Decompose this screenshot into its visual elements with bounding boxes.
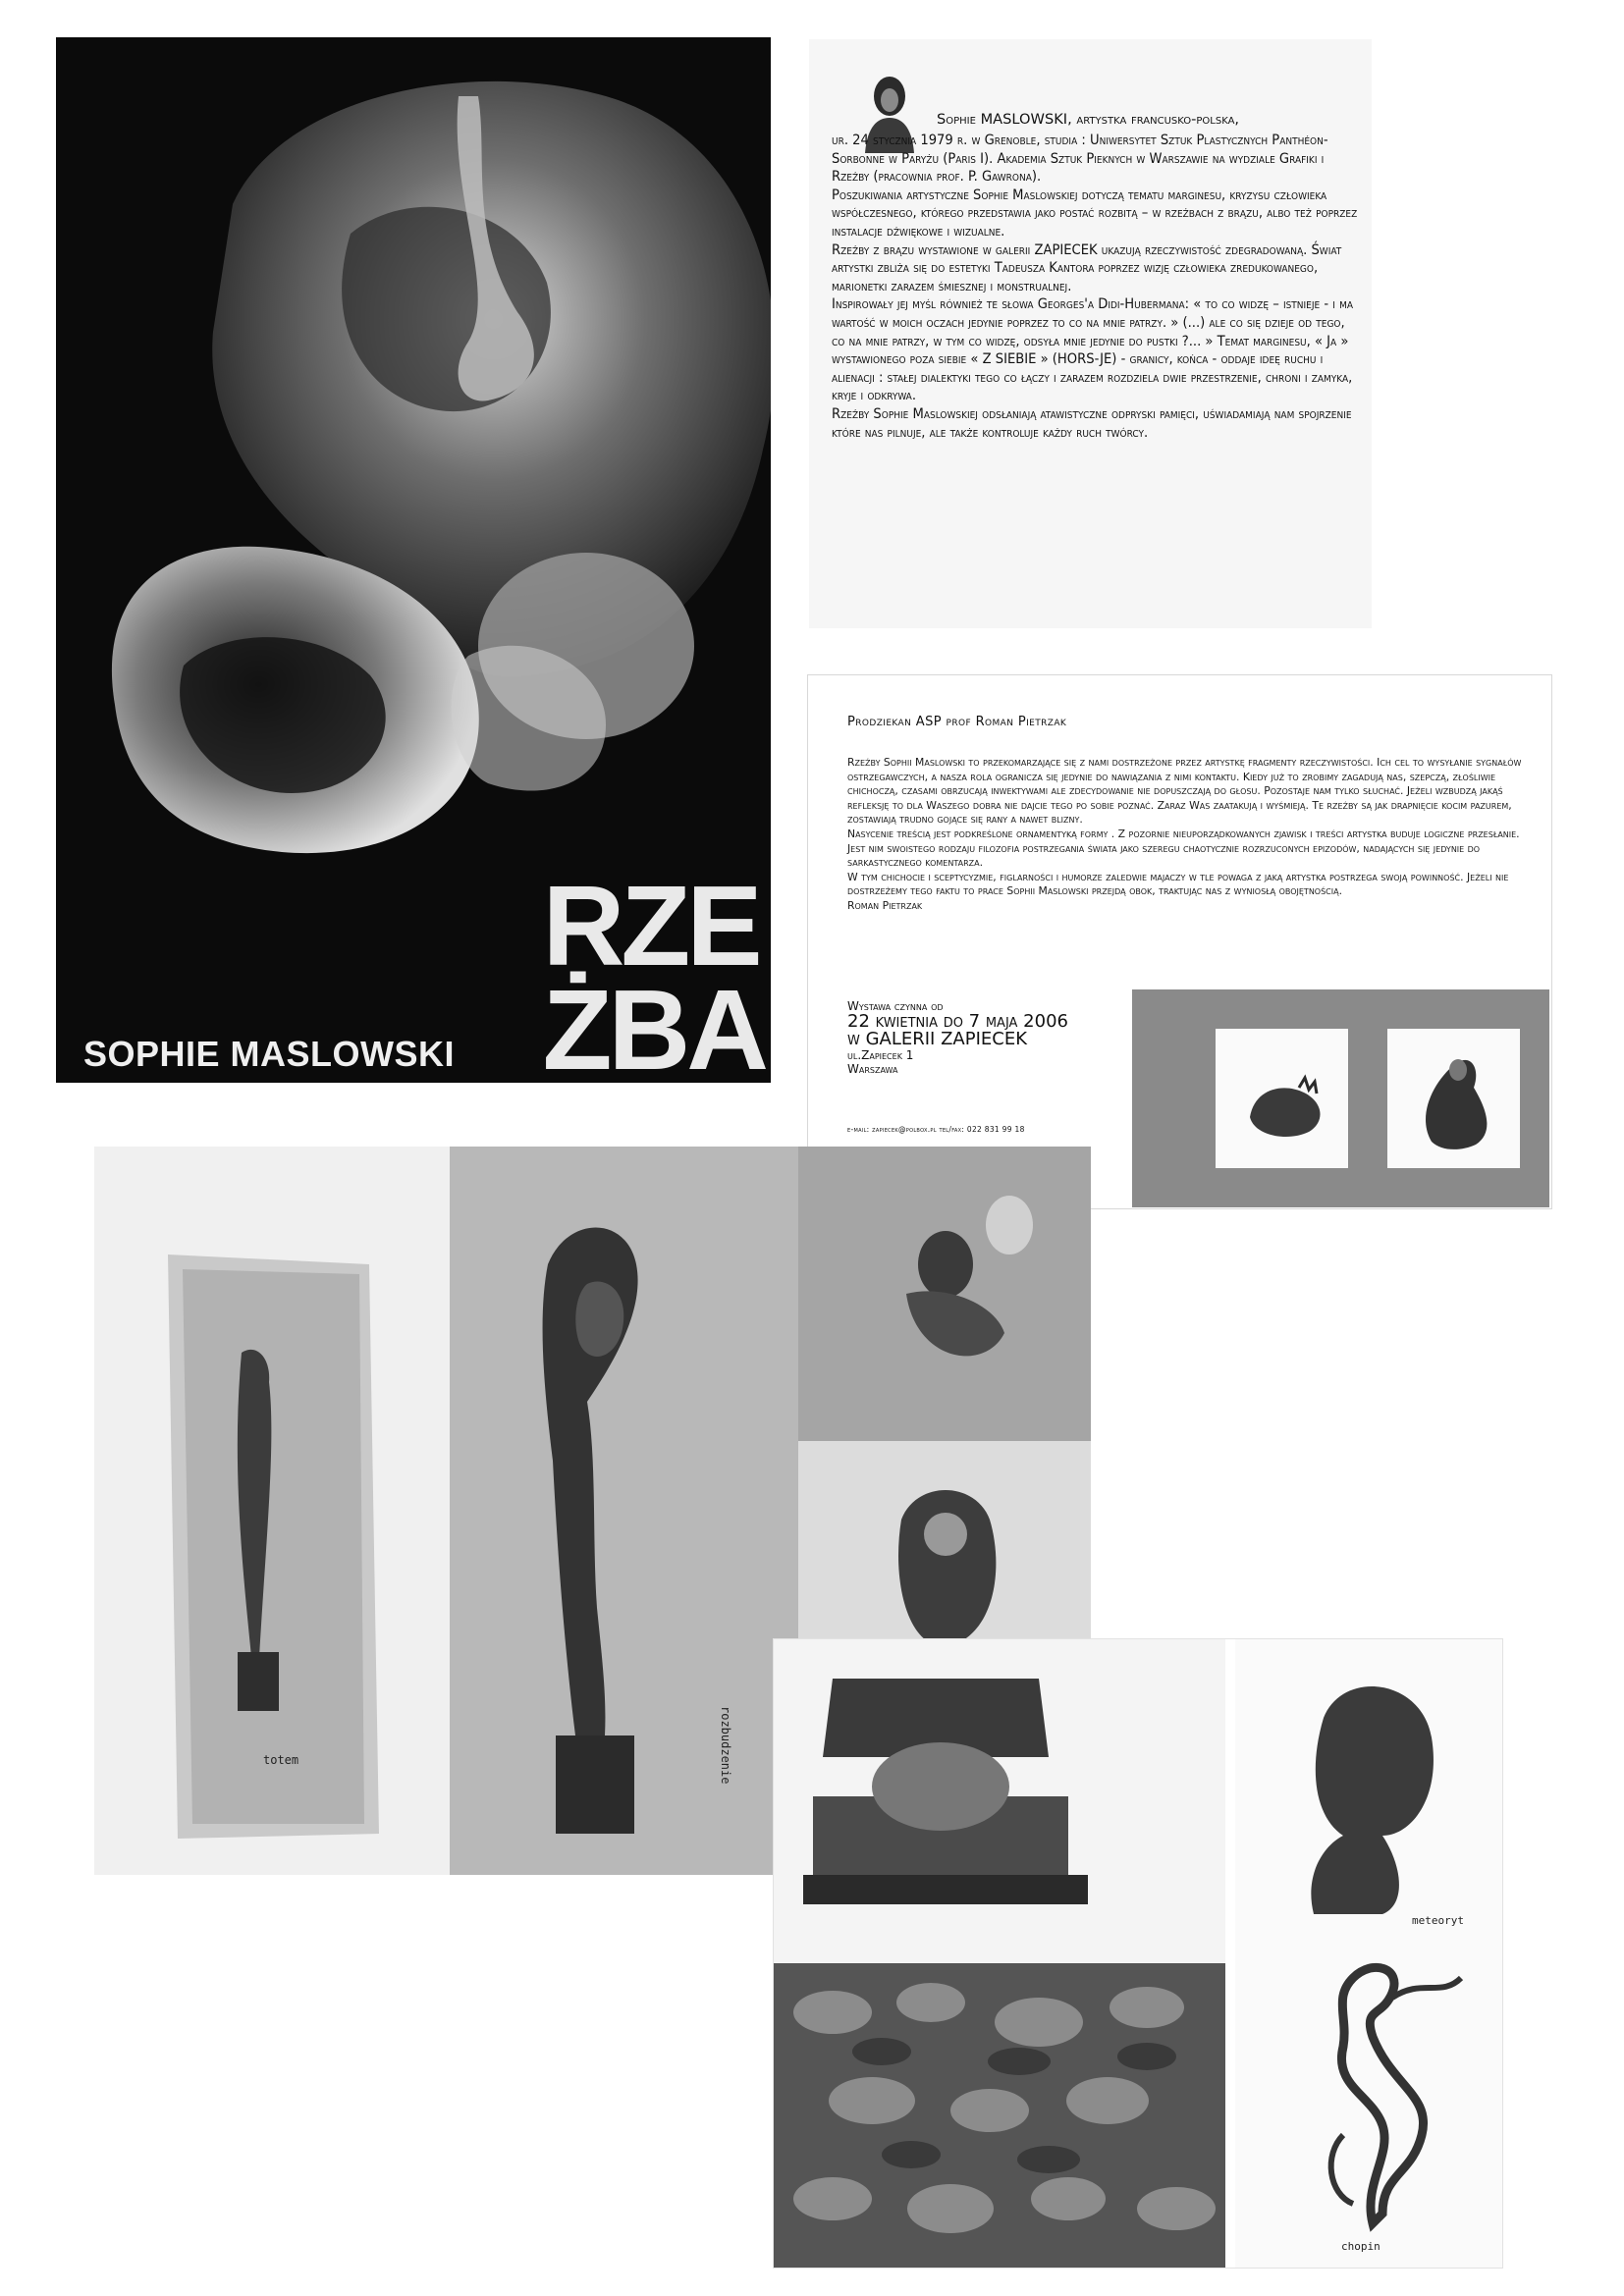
dean-photo-strip	[1132, 989, 1549, 1207]
dean-paragraph: W tym chichocie i sceptycyzmie, figlarności i humorze zaledwie majaczy w tle powaga z jaką artystka postrzega swoją powinność. Jeżeli nie dostrzeżemy tego faktu to prace Sophii Maslowski przejdą obok, traktując nas z wyniosłą obojętnością.	[847, 870, 1509, 898]
bio-paragraph: Rzeźby z brązu wystawione w galerii ZAPIECEK ukazują rzeczywistość zdegradowaną. Świat artystki zbliża się do estetyki Tadeusza Kantora poprzez wizję człowieka zredukowanego, marionetki zarazem śmiesznej i monstrualnej.	[832, 240, 1342, 294]
meteoryt-photo	[1235, 1639, 1502, 1939]
chopin-photo	[1235, 1939, 1502, 2268]
bio-paragraph: Inspirowały jej myśl również te słowa Georges'a Didi-Hubermana: « to co widzę – istnieje - i ma wartość w moich oczach jedynie poprzez to co na mnie patrzy. » (...) ale co się dzieje od tego, co na mnie patrzy, w tym co widzę, odsyła mnie jedynie do pustki ?... » Temat marginesu, « Ja » wystawionego poza siebie « Z SIEBIE » (HORS-JE) - granicy, końca - oddaje ideę ruchu i alienacji : stałej dialektyki tego co łączy i zarazem rozdziela dwie przestrzenie, chroni i zamyka, kryje i odkrywa.	[832, 295, 1354, 404]
rozbudzenie-photo	[450, 1147, 798, 1875]
exhibition-info	[847, 999, 1181, 1076]
caption-chopin: chopin	[1341, 2240, 1380, 2253]
bio-paragraph: ur. 24 stycznia 1979 r. w Grenoble, studia : Uniwersytet Sztuk Plastycznych Panthéon-Sorbonne w Paryżu (Paris I). Akademia Sztuk Pieknych w Warszawie na wydziale Grafiki i Rzeźby (pracownia prof. P. Gawrona).	[832, 132, 1328, 186]
dean-paragraph: Nasycenie treścią jest podkreślone ornamentyką formy . Z pozornie nieuporządkowanych zjawisk i treści artystka buduje logiczne przesłanie. Jest nim swoistego rodzaju filozofia postrzegania świata jako szeregu chaotycznie rozrzuconych epizodów, nadających się jedynie do sarkastycznego komentarza.	[847, 827, 1520, 870]
figure-photo	[798, 1147, 1091, 1441]
dean-heading: Prodziekan ASP prof Roman Pietrzak	[847, 715, 1067, 729]
sculpture-thumbnail	[1216, 1029, 1348, 1168]
dean-statement-text	[847, 756, 1525, 914]
sculpture-spread-lower	[774, 1639, 1502, 2268]
sculpture-photo	[1387, 1029, 1520, 1168]
exhibition-dates: 22 kwietnia do 7 maja 2006	[847, 1011, 1068, 1032]
bio-text	[832, 132, 1358, 442]
gallery-contact: e-mail: zapiecek@polbox.pl tel/fax: 022 831 99 18	[847, 1125, 1025, 1134]
caption-totem: totem	[263, 1753, 299, 1767]
cover-title	[542, 862, 765, 1083]
sculpture-thumbnail	[1387, 1029, 1520, 1168]
dean-paragraph: Rzeźby Sophii Maslowski to przekomarzające się z nami dostrzeżone przez artystkę fragmenty rzeczywistości. Ich cel to wysyłanie sygnałów ostrzegawczych, a nasza rola ogranicza się jedynie do nawiązania z nimi kontaktu. Kiedy już to zrobimy zagadują nas, szepczą, złośliwie chichoczą, czasami obrzucają inwektywami ale zdecydowanie nie dopuszczają do głosu. Pozostaje nam tylko słuchać. Jeżeli wzbudzą jakąś refleksję to dla Waszego dobra nie dajcie tego po sobie poznać. Zaraz Was zaatakują i wyśmieją. Te rzeźby są jak drapnięcie kocim pazurem, zostawiają trudno gojące się rany a nawet blizny.	[847, 756, 1522, 827]
cover-artist-name: SOPHIE MASLOWSKI	[83, 1034, 456, 1074]
sculpture-photo	[1216, 1029, 1348, 1168]
box-sculpture-photo	[774, 1639, 1225, 1963]
caption-meteoryt: meteoryt	[1412, 1914, 1464, 1927]
cover-title-line-1: RZE	[542, 862, 759, 989]
caption-rozbudzenie: rozbudzenie	[719, 1706, 732, 1785]
catalogue-cover	[56, 37, 771, 1083]
bio-paragraph: Rzeźby Sophie Maslowskiej odsłaniają atawistyczne odpryski pamięci, uświadamiają nam spojrzenie które nas pilnuje, ale także kontroluje każdy ruch twórcy.	[832, 404, 1352, 441]
exhibition-gallery: w GALERII ZAPIECEK	[847, 1029, 1028, 1049]
bio-paragraph: Poszukiwania artystyczne Sophie Maslowskiej dotyczą tematu marginesu, kryzysu człowieka współczesnego, którego przedstawia jako postać rozbitą – w rzeźbach z brązu, albo też poprzez instalacje dźwiękowe i wizualne.	[832, 186, 1358, 240]
bio-artist-name: Sophie MASLOWSKI, artystka francusko-polska,	[937, 111, 1240, 128]
dean-statement-page	[808, 675, 1551, 1208]
exhibition-street: ul.Zapiecek 1	[847, 1048, 914, 1062]
exhibition-city: Warszawa	[847, 1062, 898, 1076]
exhibition-open-label: Wystawa czynna od	[847, 999, 944, 1013]
artist-bio-page	[809, 39, 1372, 628]
stones-photo	[774, 1963, 1225, 2268]
cover-title-line-2: ŻBA	[542, 966, 765, 1083]
dean-signature: Roman Pietrzak	[847, 898, 923, 912]
